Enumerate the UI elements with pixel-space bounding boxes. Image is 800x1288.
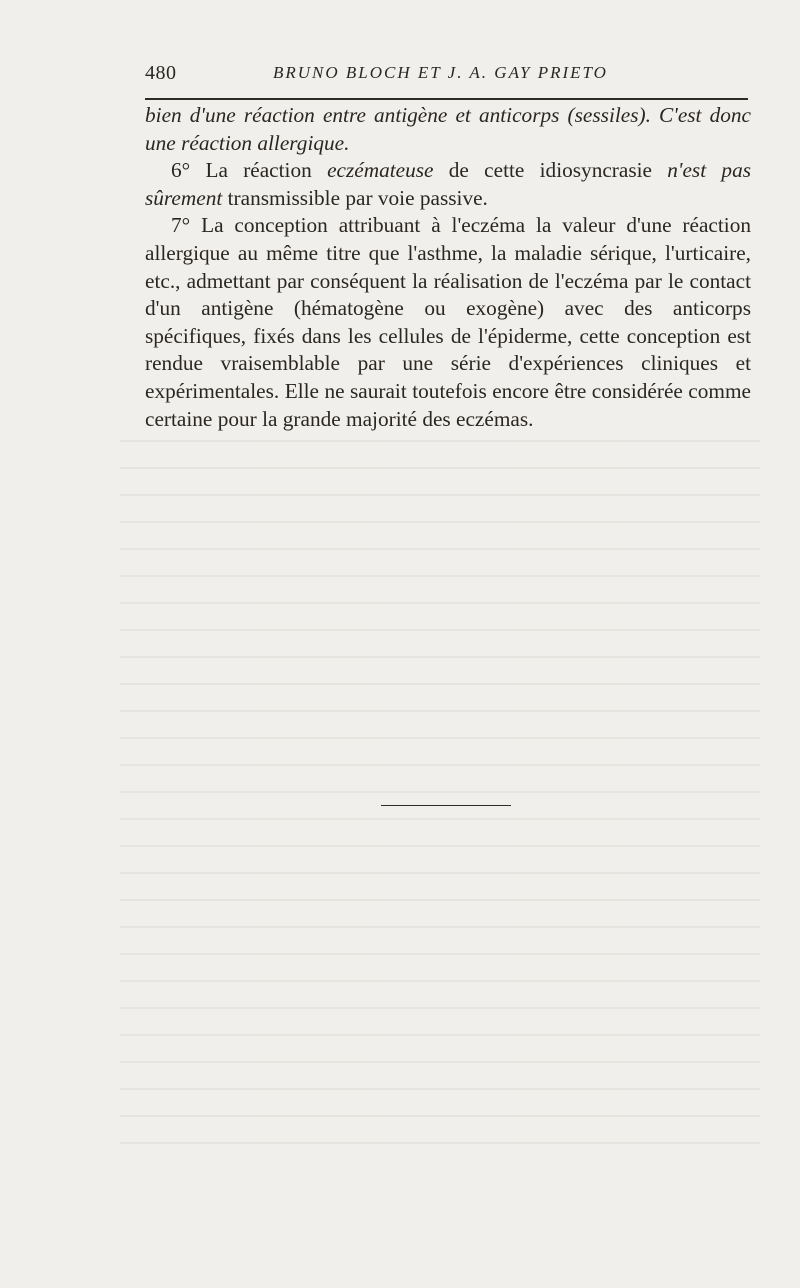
page-header xyxy=(145,60,748,92)
emphasis-text: n'est pas sûrement xyxy=(145,158,752,210)
header-rule xyxy=(145,98,748,100)
paragraph-7 xyxy=(145,212,751,433)
paragraph-text: bien d'une réaction entre antigène et anticorps (sessiles). C'est donc une réaction allergique. xyxy=(145,103,751,155)
paragraph-text: La conception attribuant à l'eczéma la valeur d'une réaction allergique au même titre que l'asthme, la maladie sérique, l'urticaire, etc., admettant par conséquent la réalisation de l'eczéma par le contact d'un antigène (hématogène ou exogène) avec des anticorps spécifiques, fixés dans les cellules de l'épiderme, cette conception est rendue vraisemblable par une série d'expériences cliniques et expérimentales. Elle ne saurait toutefois encore être considérée comme certaine pour la grande majorité des eczémas. xyxy=(145,213,752,431)
paragraph-6 xyxy=(145,157,751,212)
paragraph-continuation xyxy=(145,102,751,157)
paragraph-text: de cette idiosyncrasie xyxy=(448,158,652,183)
emphasis-text: eczémateuse xyxy=(327,158,434,183)
item-number: 7° xyxy=(171,213,191,238)
item-number: 6° xyxy=(171,158,191,183)
running-head: BRUNO BLOCH ET J. A. GAY PRIETO xyxy=(273,63,608,82)
section-end-rule xyxy=(381,805,511,806)
paragraph-text: transmissible par voie passive. xyxy=(227,185,488,210)
paragraph-text: La réaction xyxy=(205,158,312,183)
show-through-text xyxy=(120,440,760,1160)
page-number: 480 xyxy=(145,62,177,84)
body-text xyxy=(145,102,751,433)
